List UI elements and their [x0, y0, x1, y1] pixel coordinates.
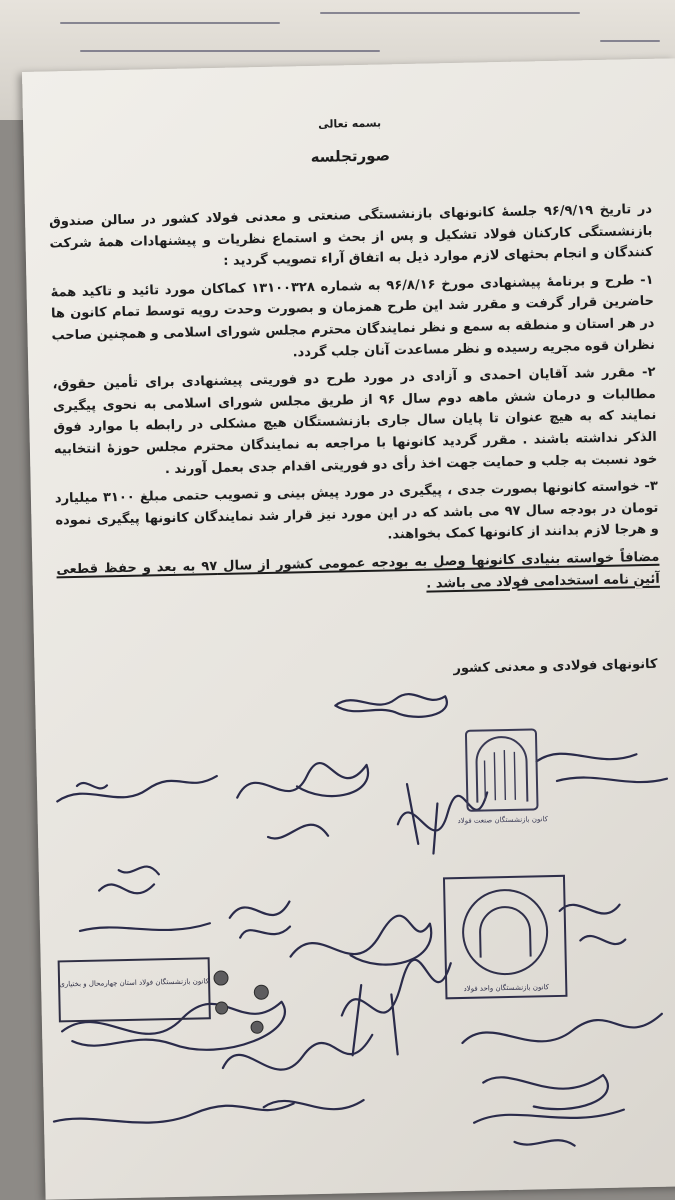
signature: [237, 762, 370, 839]
signature: [222, 1035, 374, 1112]
item-1: ۱- طرح و برنامهٔ پیشنهادی مورخ ۹۶/۸/۱۶ به شماره ۱۳۱۰۰۳۲۸ کماکان مورد تائید و تاکید همهٔ حاضرین قرار گرفت و مقرر شد این طرح همزمان و بصورت وحدت رویه توسط تمام کانون ها در هر استان و منطقه به سمع و نظر نمایندگان محترم مجلس شورای اسلامی و همچنین صاحب نظران قوه مجریه رسیده و نظر مساعدت آنان جلب گردد.: [50, 272, 656, 360]
signature: [335, 693, 447, 718]
item-3: ۳- خواسته کانونها بصورت جدی ، پیگیری در مورد پیش بینی و تصویب حتمی مبلغ ۳۱۰۰ میلیارد تومان در بودجه سال ۹۷ می باشد که در این مورد نیز قرار شد نمایندگان کانونها پیگیری نموده و هرجا لازم بدانند از کانونها کمک بخواهند.: [54, 478, 659, 543]
stamp-icon: [456, 729, 549, 825]
ring-icon: [251, 1021, 263, 1033]
signature: [341, 959, 453, 1056]
signature: [54, 1104, 294, 1125]
signature: [290, 915, 432, 967]
background-scribble: [60, 22, 280, 24]
signature: [229, 902, 290, 938]
document-body: [49, 199, 660, 609]
closing-note: مضافاً خواسته بنیادی کانونها وصل به بودجه عمومی کشور از سال ۹۷ به بعد و حفظ قطعی آئین نامه استخدامی فولاد می باشد .: [56, 549, 660, 592]
minutes-document: [22, 58, 675, 1199]
basmala-header: بسمه تعالی: [318, 116, 382, 131]
signature: [57, 776, 217, 801]
signatures-area: [35, 678, 675, 1200]
signature: [536, 752, 667, 785]
binder-rings: [214, 970, 269, 1034]
item-2: ۲- مقرر شد آقایان احمدی و آزادی در مورد طرح دو فوریتی پیشنهادی برای تأمین حقوق، مطالبات و درمان شش ماهه دوم سال ۹۶ از طریق مجلس شورای اسلامی به نحوی پیگیری نمایند که به هیچ عنوان تا پایان سال جاری بازنشستگان هیچ مشکلی در رابطه با موارد فوق الذکر نداشته باشند . مقرر گردید کانونها با مراجعه به نمایندگان محترم مجلس حوزهٔ انتخابیه خود نسبت به جلب و حمایت جهت اخذ رأی دو فوریتی اقدام جدی بعمل آورند .: [52, 364, 658, 477]
document-title: صورتجلسه: [310, 146, 391, 166]
signatures-heading: کانونهای فولادی و معدنی کشور: [453, 656, 658, 677]
stamp-label: کانون بازنشستگان واحد فولاد: [463, 983, 550, 993]
signature: [462, 1014, 664, 1111]
stamp-icon: [444, 876, 566, 998]
ring-icon: [214, 971, 228, 985]
stamp-label: کانون بازنشستگان صنعت فولاد: [457, 815, 549, 826]
ring-icon: [254, 985, 268, 999]
signature: [474, 1110, 625, 1148]
stamp-label: کانون بازنشستگان فولاد استان چهارمحال و بختیاری: [59, 977, 209, 989]
background-scribble: [320, 12, 580, 14]
signature: [560, 904, 626, 946]
signature: [79, 865, 210, 932]
intro-paragraph: در تاریخ ۹۶/۹/۱۹ جلسهٔ کانونهای بازنشستگی صنعتی و معدنی فولاد کشور در سالن صندوق بازنشستگی کارکنان فولاد تشکیل و پس از بحث و استماع نظریات و پیشنهادات همهٔ شرکت کنندگان و انجام بحثهای لازم موارد ذیل به اتفاق آراء تصویب گردید :: [48, 201, 654, 270]
ring-icon: [216, 1002, 228, 1014]
document-page: [22, 58, 675, 1199]
background-scribble: [600, 40, 660, 42]
stamp-icon: [59, 958, 211, 1021]
background-scribble: [80, 50, 380, 52]
signatures-drawing: [35, 678, 675, 1200]
